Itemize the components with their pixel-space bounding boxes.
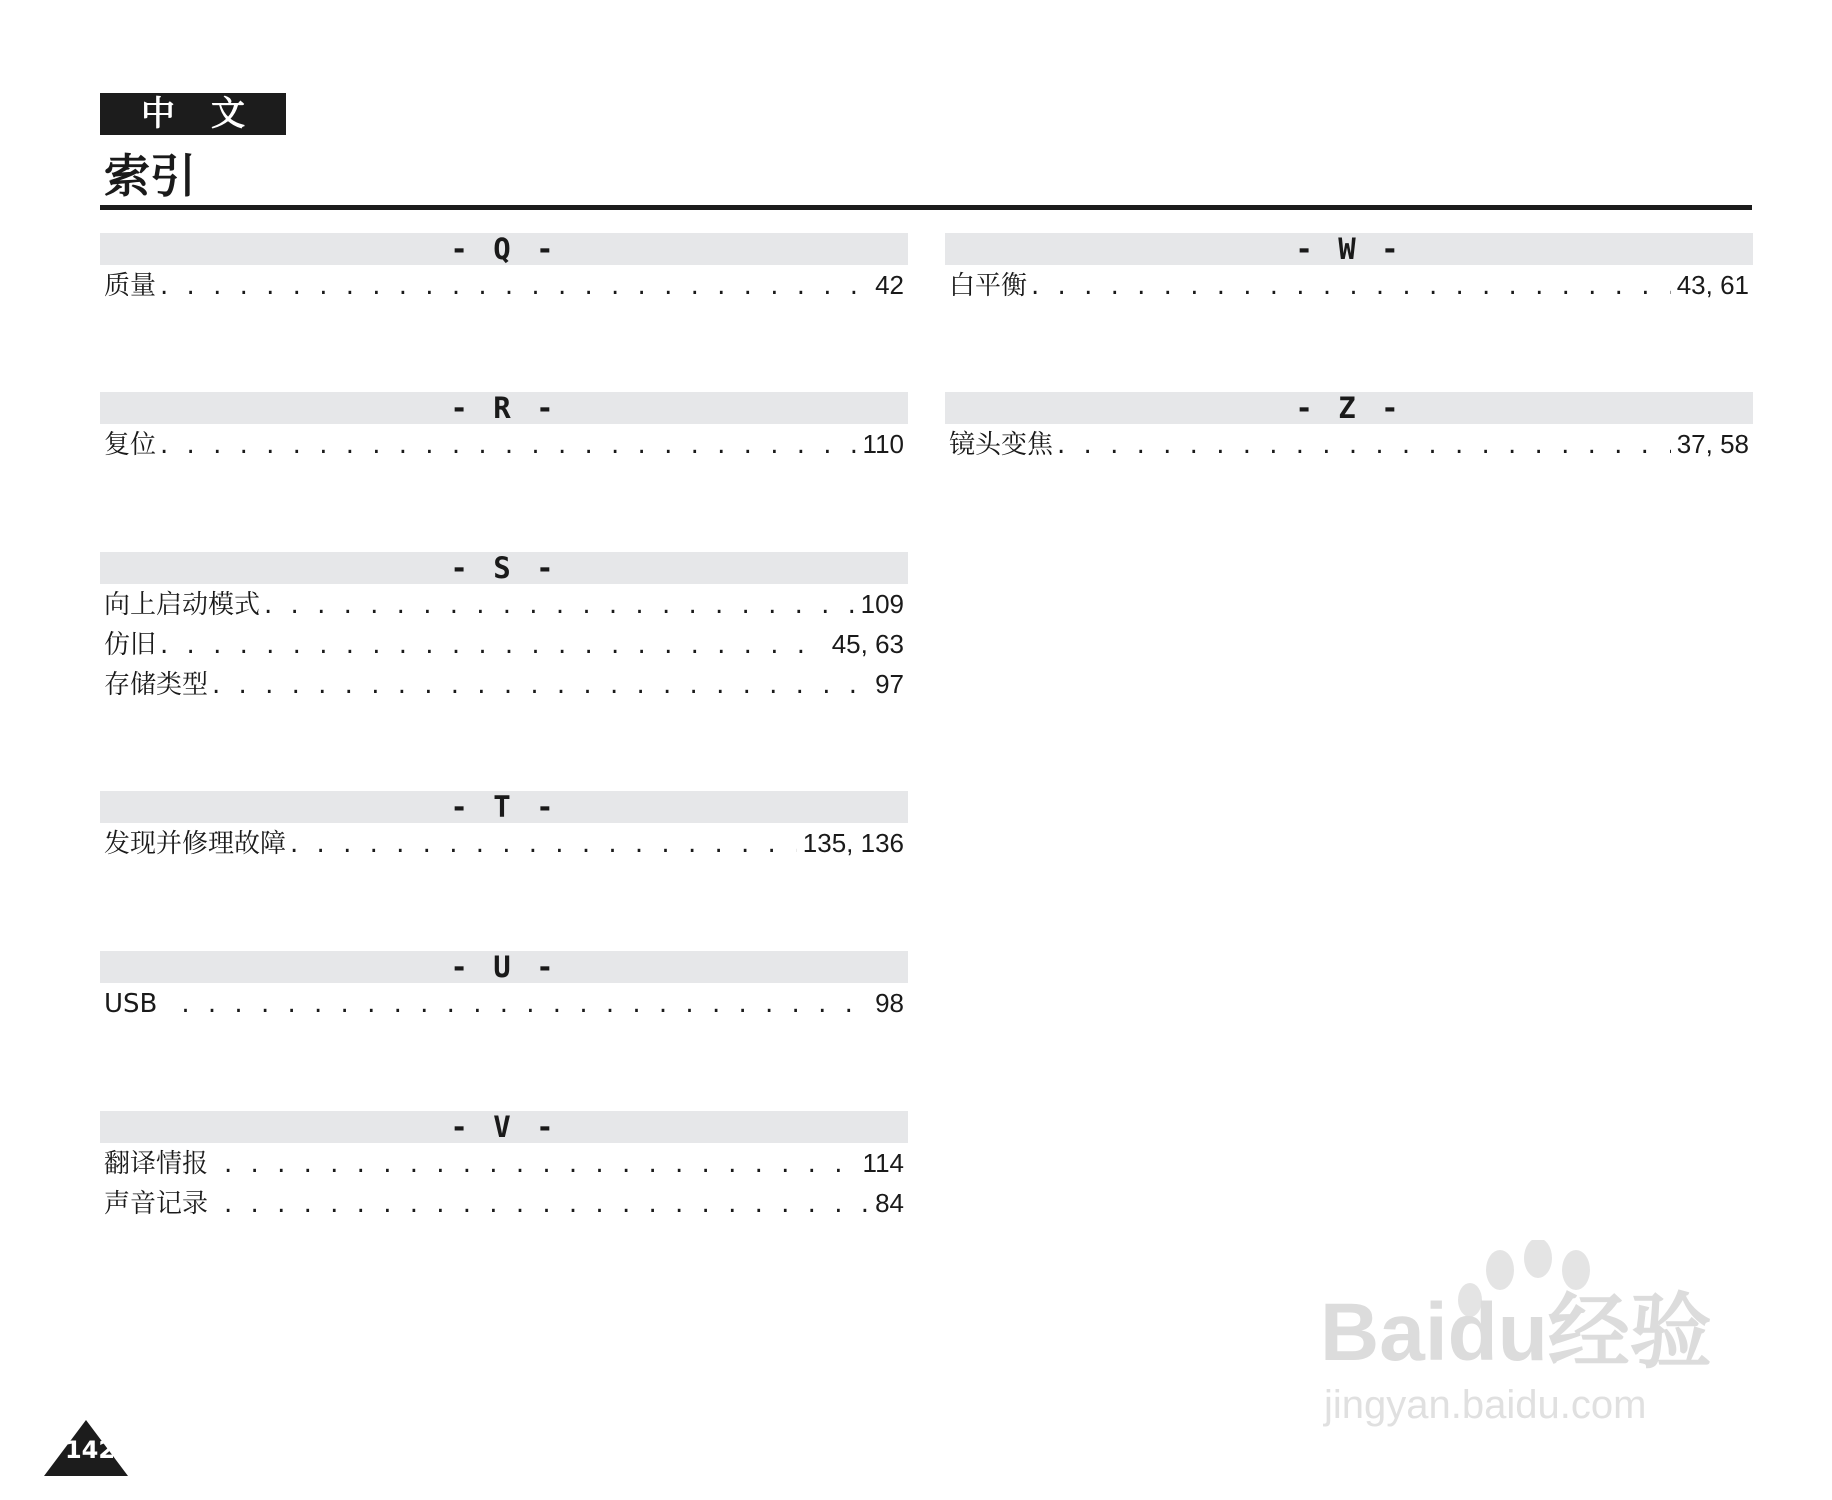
section-letter-bar: - U -	[100, 951, 908, 983]
entry-term: 发现并修理故障	[104, 829, 287, 859]
dot-leader	[212, 665, 869, 705]
section-letter-bar: - V -	[100, 1111, 908, 1143]
title-divider	[100, 205, 1752, 210]
language-badge: 中文	[100, 93, 286, 135]
index-entry	[100, 624, 908, 664]
index-section-u	[100, 951, 908, 1023]
dot-leader	[160, 425, 857, 465]
index-entry	[945, 424, 1753, 464]
section-letter-bar: - W -	[945, 233, 1753, 265]
section-letter-bar: - T -	[100, 791, 908, 823]
index-entry	[100, 1183, 908, 1223]
dot-leader	[160, 625, 826, 665]
index-entry	[100, 1143, 908, 1183]
index-section-s	[100, 552, 908, 704]
index-entry	[100, 664, 908, 704]
dot-leader	[181, 984, 869, 1024]
entry-term: 声音记录	[104, 1189, 209, 1219]
entry-term: 白平衡	[949, 271, 1028, 301]
index-entry	[100, 983, 908, 1023]
entry-term: USB	[104, 989, 158, 1019]
entry-pages: 98	[875, 988, 904, 1018]
dot-leader	[224, 1184, 869, 1224]
entry-pages: 114	[862, 1148, 904, 1178]
entry-pages: 42	[875, 270, 904, 300]
entry-pages: 45, 63	[831, 629, 904, 659]
dot-leader	[1031, 266, 1671, 306]
dot-leader	[1057, 425, 1671, 465]
index-entry	[100, 265, 908, 305]
index-entry	[100, 424, 908, 464]
index-section-r	[100, 392, 908, 464]
dot-leader	[290, 824, 797, 864]
section-letter-bar: - Z -	[945, 392, 1753, 424]
dot-leader	[160, 266, 869, 306]
entry-term: 复位	[104, 430, 157, 460]
entry-term: 镜头变焦	[949, 430, 1054, 460]
entry-pages: 37, 58	[1676, 429, 1749, 459]
entry-term: 仿旧	[104, 630, 157, 660]
entry-pages: 110	[862, 429, 904, 459]
index-section-t	[100, 791, 908, 863]
entry-term: 质量	[104, 271, 157, 301]
index-entry	[100, 584, 908, 624]
baidu-watermark-logo	[1310, 1240, 1750, 1440]
entry-pages: 135, 136	[802, 828, 904, 858]
entry-pages: 97	[875, 669, 904, 699]
entry-term: 向上启动模式	[104, 590, 261, 620]
page-title: 索引	[104, 149, 196, 203]
watermark-brand: Baidu经验	[1320, 1287, 1712, 1378]
section-letter-bar: - R -	[100, 392, 908, 424]
index-entry	[945, 265, 1753, 305]
index-section-v	[100, 1111, 908, 1223]
entry-pages: 109	[860, 589, 904, 619]
index-section-w	[945, 233, 1753, 305]
entry-term: 存储类型	[104, 670, 209, 700]
dot-leader	[224, 1144, 857, 1184]
entry-pages: 43, 61	[1676, 270, 1749, 300]
section-letter-bar: - Q -	[100, 233, 908, 265]
entry-pages: 84	[875, 1188, 904, 1218]
entry-term: 翻译情报	[104, 1149, 209, 1179]
index-section-q	[100, 233, 908, 305]
index-section-z	[945, 392, 1753, 464]
section-letter-bar: - S -	[100, 552, 908, 584]
index-entry	[100, 823, 908, 863]
page-number: 142	[64, 1436, 116, 1464]
dot-leader	[264, 585, 855, 625]
watermark-url: jingyan.baidu.com	[1324, 1383, 1647, 1427]
